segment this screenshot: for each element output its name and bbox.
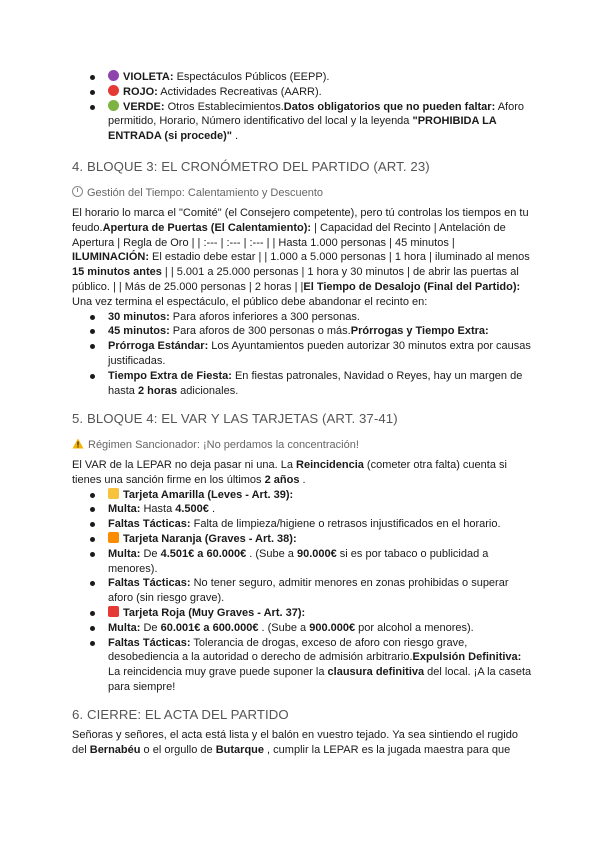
violeta-label: VIOLETA: bbox=[123, 71, 174, 83]
section-4-body bbox=[72, 206, 532, 398]
purple-circle-icon bbox=[108, 70, 119, 81]
text-run: El horario lo marca el "Comité" (el Consejero competente), pero tú controlas los tiempos en tu feudo. bbox=[72, 207, 529, 234]
section-5-body bbox=[72, 458, 532, 695]
iluminacion-label: ILUMINACIÓN: bbox=[72, 251, 149, 264]
text-run: (cometer otra falta) cuenta si tienes una sanción firme en los últimos bbox=[72, 459, 507, 486]
text-run: El VAR de la LEPAR no deja pasar ni una. La bbox=[72, 459, 297, 471]
tarjeta-amarilla: Tarjeta Amarilla (Leves - Art. 39): bbox=[123, 488, 294, 501]
text-run: por alcohol a menores). bbox=[355, 621, 474, 634]
verde-text-2: Aforo permitido, Horario, Número identificativo del local y la leyenda bbox=[108, 100, 524, 128]
list-item bbox=[72, 369, 532, 399]
section-5-subheading-text: Régimen Sancionador: ¡No perdamos la concentración! bbox=[88, 439, 359, 451]
bold-run: Tiempo Extra de Fiesta: bbox=[108, 369, 232, 382]
desalojo-list bbox=[72, 310, 532, 399]
faltas-label: Faltas Tácticas: bbox=[108, 518, 191, 531]
list-item bbox=[72, 85, 532, 100]
list-item bbox=[72, 310, 532, 325]
red-square-icon bbox=[108, 606, 119, 617]
section-4-subheading-block bbox=[72, 186, 532, 201]
list-item bbox=[72, 517, 532, 532]
text-run: | Capacidad del Recinto | Antelación de Apertura | Regla de Oro | | :--- | :--- | :--- | | Hasta 1.000 personas | 45 minutos | bbox=[72, 221, 506, 249]
section-5-subheading bbox=[72, 438, 532, 453]
text-run: Tolerancia de drogas, exceso de aforo con riesgo grave, desobediencia a la autoridad o derecho de admisión arbitrario. bbox=[108, 636, 468, 664]
section-6-paragraph bbox=[72, 728, 532, 758]
orange-square-icon bbox=[108, 532, 119, 543]
list-item bbox=[72, 339, 532, 369]
expulsion-label: Expulsión Definitiva: bbox=[412, 651, 522, 664]
text-run: De bbox=[140, 621, 161, 634]
bold-run: 90.000€ bbox=[296, 547, 337, 560]
warning-icon bbox=[72, 438, 84, 449]
text-run: . (Sube a bbox=[246, 547, 297, 560]
text-run: Hasta bbox=[140, 503, 176, 516]
bold-run: 900.000€ bbox=[309, 621, 356, 634]
stopwatch-icon bbox=[72, 186, 83, 197]
section-5-subheading-block bbox=[72, 438, 532, 453]
section-6-heading: 6. CIERRE: EL ACTA DEL PARTIDO bbox=[72, 707, 289, 722]
text-run: El estadio debe estar | | 1.000 a 5.000 personas | 1 hora | iluminado al menos bbox=[149, 251, 530, 264]
text-run: Señoras y señores, el acta está lista y el balón en vuestro tejado. Ya sea sintiendo el rugido del bbox=[72, 729, 518, 756]
list-item bbox=[72, 636, 532, 695]
text-run: En fiestas patronales, Navidad o Reyes, hay un margen de hasta bbox=[108, 369, 523, 397]
prorrogas-heading: Prórrogas y Tiempo Extra: bbox=[350, 325, 489, 338]
bold-run: clausura definitiva bbox=[327, 666, 425, 679]
bold-run: 2 años bbox=[264, 473, 300, 486]
list-item bbox=[72, 621, 532, 636]
text-run: , cumplir la LEPAR es la jugada maestra para que bbox=[264, 743, 511, 756]
text-run: Los Ayuntamientos pueden autorizar 30 minutos extra por causas justificadas. bbox=[108, 340, 531, 367]
verde-bold-2: "PROHIBIDA LA ENTRADA (si procede)" bbox=[108, 115, 497, 143]
multa-label: Multa: bbox=[108, 547, 141, 560]
list-item bbox=[72, 488, 532, 503]
multa-label: Multa: bbox=[108, 621, 141, 634]
section-5 bbox=[72, 410, 532, 428]
rojo-text: Actividades Recreativas (AARR). bbox=[157, 85, 322, 98]
bold-run: Reincidencia bbox=[296, 459, 364, 471]
green-circle-icon bbox=[108, 100, 119, 111]
bold-run: Prórroga Estándar: bbox=[108, 340, 209, 353]
color-code-list-block bbox=[72, 70, 532, 144]
text-run: La reincidencia muy grave puede suponer la bbox=[108, 666, 328, 679]
desalojo-heading: El Tiempo de Desalojo (Final del Partido): bbox=[303, 280, 521, 293]
list-item bbox=[72, 70, 532, 85]
text-run: | | 5.001 a 25.000 personas | 1 hora y 30 minutos | de abrir las puertas al público. | | Más de 25.000 personas | 2 horas | | bbox=[72, 266, 519, 293]
bold-run: Butarque bbox=[215, 743, 264, 756]
verde-end: . bbox=[232, 130, 239, 143]
text-run: No tener seguro, admitir menores en zonas prohibidas o superar aforo (sin riesgo grave). bbox=[108, 577, 509, 605]
sanctions-list bbox=[72, 488, 532, 695]
tarjeta-naranja: Tarjeta Naranja (Graves - Art. 38): bbox=[123, 532, 297, 545]
verde-text: Otros Establecimientos. bbox=[164, 100, 284, 113]
bold-run: 15 minutos antes bbox=[72, 266, 162, 279]
list-item bbox=[72, 606, 532, 621]
bold-run: 45 minutos: bbox=[108, 325, 170, 338]
section-5-paragraph bbox=[72, 458, 532, 488]
list-item bbox=[72, 502, 532, 517]
list-item bbox=[72, 576, 532, 606]
verde-label: VERDE: bbox=[123, 100, 165, 113]
red-circle-icon bbox=[108, 85, 119, 96]
list-item bbox=[72, 100, 532, 144]
text-run: si es por tabaco o publicidad a menores). bbox=[108, 547, 489, 575]
text-run: Para aforos de 300 personas o más. bbox=[169, 325, 351, 338]
text-run: adicionales. bbox=[177, 384, 239, 397]
section-6-body bbox=[72, 728, 532, 758]
bold-run: Bernabéu bbox=[89, 743, 141, 756]
tarjeta-roja: Tarjeta Roja (Muy Graves - Art. 37): bbox=[123, 606, 306, 619]
section-6 bbox=[72, 706, 532, 724]
section-4-heading: 4. BLOQUE 3: EL CRONÓMETRO DEL PARTIDO (ART. 23) bbox=[72, 159, 430, 174]
text-run: Para aforos inferiores a 300 personas. bbox=[169, 310, 360, 323]
bold-run: 4.500€ bbox=[175, 503, 209, 516]
section-4-subheading bbox=[72, 186, 532, 201]
text-run: Una vez termina el espectáculo, el público debe abandonar el recinto en: bbox=[72, 295, 428, 308]
list-item bbox=[72, 532, 532, 547]
faltas-label: Faltas Tácticas: bbox=[108, 636, 191, 649]
text-run: . bbox=[299, 473, 306, 486]
section-4 bbox=[72, 158, 532, 176]
yellow-square-icon bbox=[108, 488, 119, 499]
bold-run: 2 horas bbox=[137, 384, 178, 397]
bold-run: 30 minutos: bbox=[108, 310, 170, 323]
bold-run: 4.501€ a 60.000€ bbox=[160, 547, 247, 560]
text-run: . (Sube a bbox=[258, 621, 310, 634]
list-item bbox=[72, 547, 532, 577]
text-run: del local. ¡A la caseta para siempre! bbox=[108, 666, 532, 693]
text-run: . bbox=[208, 503, 216, 516]
faltas-label: Faltas Tácticas: bbox=[108, 577, 191, 590]
verde-bold: Datos obligatorios que no pueden faltar: bbox=[283, 100, 496, 113]
apertura-heading: Apertura de Puertas (El Calentamiento): bbox=[102, 221, 312, 234]
list-item bbox=[72, 324, 532, 339]
text-run: De bbox=[140, 547, 161, 560]
bold-run: 60.001€ a 600.000€ bbox=[160, 621, 259, 634]
section-4-paragraph bbox=[72, 206, 532, 310]
section-5-heading: 5. BLOQUE 4: EL VAR Y LAS TARJETAS (ART. 37-41) bbox=[72, 411, 398, 426]
text-run: Falta de limpieza/higiene o retrasos injustificados en el horario. bbox=[190, 518, 501, 531]
violeta-text: Espectáculos Públicos (EEPP). bbox=[173, 71, 330, 83]
text-run: o el orgullo de bbox=[140, 743, 216, 756]
multa-label: Multa: bbox=[108, 503, 141, 516]
rojo-label: ROJO: bbox=[123, 85, 158, 98]
section-4-subheading-text: Gestión del Tiempo: Calentamiento y Descuento bbox=[87, 187, 324, 199]
color-code-list bbox=[72, 70, 532, 144]
